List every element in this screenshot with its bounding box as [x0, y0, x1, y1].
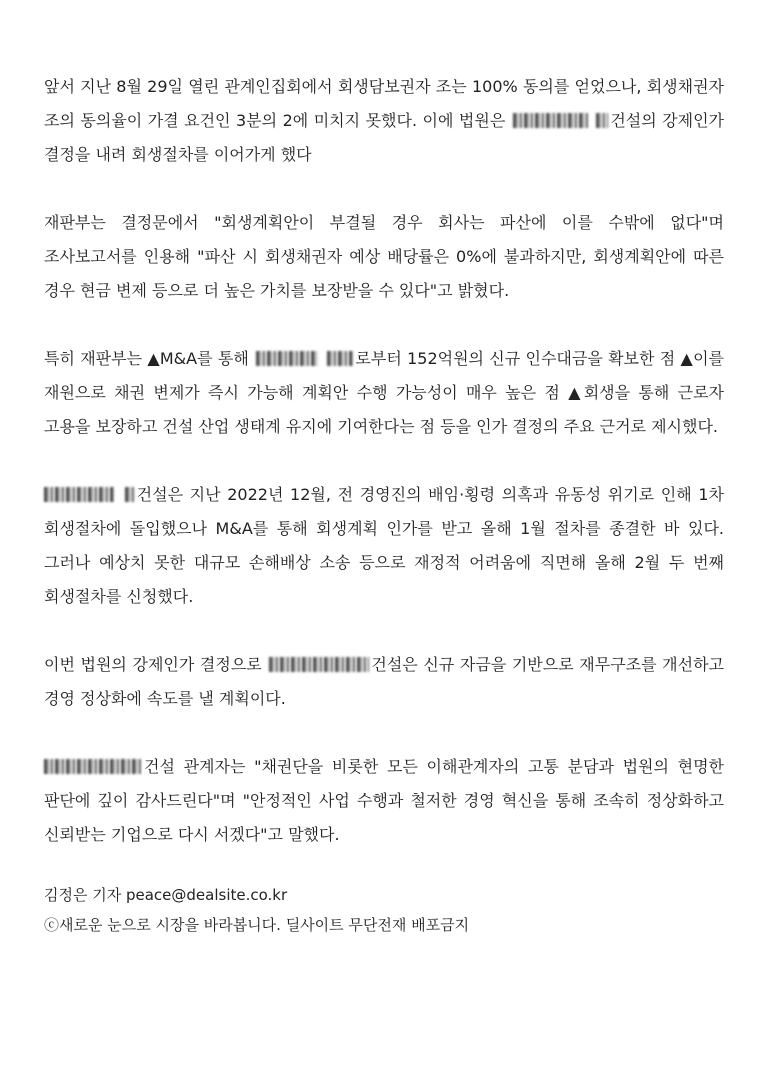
- paragraph-5-text-a: 이번 법원의 강제인가 결정으로: [44, 655, 262, 674]
- paragraph-3: [44, 342, 724, 444]
- byline: 김정은 기자 peace@dealsite.co.kr: [44, 886, 288, 904]
- paragraph-1-text-a: 앞서 지난 8월 29일 열린 관계인집회에서 회생담보권자 조는 100% 동의를 얻었으나, 회생채권자 조의 동의율이 가결 요건인 3분의 2에 미치지 못했다. 이에 법원은: [44, 77, 724, 130]
- redacted-company-name: [44, 487, 114, 502]
- redacted-acquirer-name: [327, 351, 353, 366]
- paragraph-1-text-b: 건설의 강제인가 결정을 내려 회생절차를 이어가게 했다: [44, 111, 724, 164]
- paragraph-4: [44, 478, 724, 614]
- paragraph-3-text-a: 특히 재판부는 ▲M&A를 통해: [44, 349, 249, 368]
- paragraph-1: [44, 70, 724, 172]
- paragraph-5: [44, 648, 724, 716]
- paragraph-6-text: 건설 관계자는 "채권단을 비롯한 모든 이해관계자의 고통 분담과 법원의 현명한 판단에 깊이 감사드린다"며 "안정적인 사업 수행과 철저한 경영 혁신을 통해 조속히 정상화하고 신뢰받는 기업으로 다시 서겠다"고 말했다.: [44, 757, 724, 844]
- paragraph-5-text-b: 건설은 신규 자금을 기반으로 재무구조를 개선하고 경영 정상화에 속도를 낼 계획이다.: [44, 655, 724, 708]
- paragraph-2: 재판부는 결정문에서 "회생계획안이 부결될 경우 회사는 파산에 이를 수밖에 없다"며 조사보고서를 인용해 "파산 시 회생채권자 예상 배당률은 0%에 불과하지만, 회생계획안에 따른 경우 현금 변제 등으로 더 높은 가치를 보장받을 수 있다"고 밝혔다.: [44, 213, 724, 300]
- paragraph-3-text-b: 로부터 152억원의 신규 인수대금을 확보한 점 ▲이를 재원으로 채권 변제가 즉시 가능해 계획안 수행 가능성이 매우 높은 점 ▲회생을 통해 근로자 고용을 보장하고 건설 산업 생태계 유지에 기여한다는 점 등을 인가 결정의 주요 근거로 제시했다.: [44, 349, 724, 436]
- redacted-company-name: [269, 657, 369, 672]
- redacted-acquirer-name: [256, 351, 318, 366]
- redacted-company-name: [596, 113, 608, 128]
- article-body: [44, 70, 724, 940]
- paragraph-4-text: 건설은 지난 2022년 12월, 전 경영진의 배임·횡령 의혹과 유동성 위기로 인해 1차 회생절차에 돌입했으나 M&A를 통해 회생계획 인가를 받고 올해 1월 절차를 종결한 바 있다. 그러나 예상치 못한 대규모 손해배상 소송 등으로 재정적 어려움에 직면해 올해 2월 두 번째 회생절차를 신청했다.: [44, 485, 724, 606]
- copyright-notice: ⓒ새로운 눈으로 시장을 바라봅니다. 딜사이트 무단전재 배포금지: [44, 916, 470, 934]
- redacted-company-name: [44, 759, 142, 774]
- redacted-company-name: [513, 113, 589, 128]
- article-footer: [44, 880, 724, 940]
- redacted-company-name: [125, 487, 135, 502]
- paragraph-6: [44, 750, 724, 852]
